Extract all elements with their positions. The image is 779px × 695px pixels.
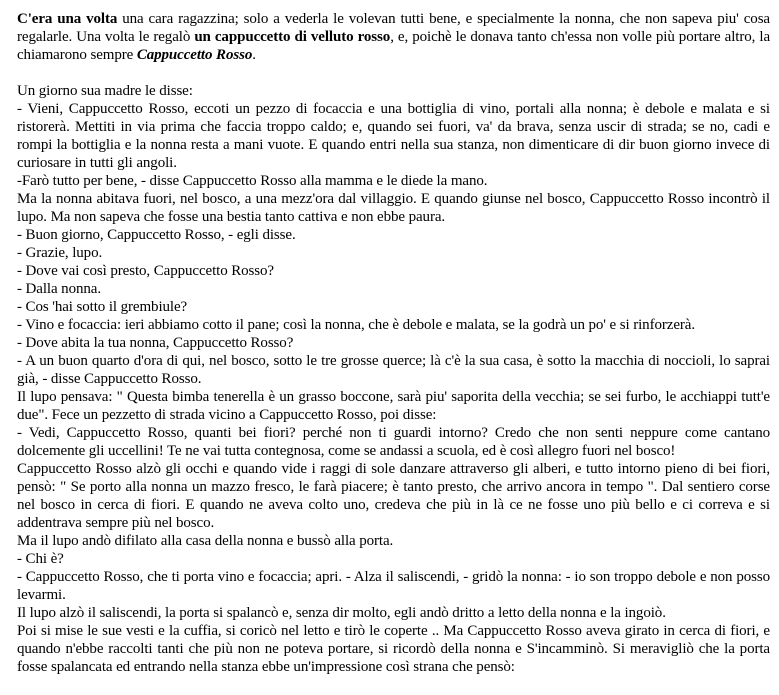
intro-gift: un cappuccetto di velluto rosso	[194, 29, 391, 45]
paragraph: - Grazie, lupo.	[17, 245, 103, 261]
paragraph: - Vedi, Cappuccetto Rosso, quanti bei fiori? perché non ti guardi intorno? Credo che non senti neppure come cantano dolcemente gli uccellini! Te ne vai tutta contegnosa, come se andassi a scuola, ed è così allegro fuori nel bosco!	[17, 425, 770, 459]
paragraph: Ma il lupo andò difilato alla casa della nonna e bussò alla porta.	[17, 533, 394, 549]
paragraph: - Chi è?	[17, 551, 64, 567]
paragraph: Il lupo alzò il saliscendi, la porta si spalancò e, senza dir molto, egli andò dritto a letto della nonna e la ingoiò.	[17, 605, 666, 621]
paragraph: - Dove vai così presto, Cappuccetto Rosso?	[17, 263, 274, 279]
paragraph: -Farò tutto per bene, - disse Cappuccetto Rosso alla mamma e le diede la mano.	[17, 173, 488, 189]
paragraph: - A un buon quarto d'ora di qui, nel bosco, sotto le tre grosse querce; là c'è la sua casa, è sotto la macchia di noccioli, lo saprai già, - disse Cappuccetto Rosso.	[17, 353, 770, 387]
paragraph: - Vieni, Cappuccetto Rosso, eccoti un pezzo di focaccia e una bottiglia di vino, portali alla nonna; è debole e malata e si ristorerà. Mettiti in via prima che faccia troppo caldo; e, quando sei fuori, va' da brava, senza uscir di strada; se no, cadi e rompi la bottiglia e la nonna resta a mani vuote. E quando entri nella sua stanza, non dimenticare di dir buon giorno invece di curiosare in tutti gli angoli.	[17, 101, 770, 171]
intro-text-2: , e, poichè le donava tanto ch'essa non volle più portare altro, la chiamarono sempre	[17, 29, 770, 63]
intro-text-3: .	[252, 47, 256, 63]
intro-lead: C'era una volta	[17, 11, 118, 27]
paragraph: Il lupo pensava: " Questa bimba tenerella è un grasso boccone, sarà piu' saporita della vecchia; se sei furbo, le acchiappi tutt'e due". Fece un pezzetto di strada vicino a Cappuccetto Rosso, poi disse:	[17, 389, 770, 423]
intro-paragraph	[17, 10, 770, 64]
paragraph: Ma la nonna abitava fuori, nel bosco, a una mezz'ora dal villaggio. E quando giunse nel bosco, Cappuccetto Rosso incontrò il lupo. Ma non sapeva che fosse una bestia tanto cattiva e non ebbe paura.	[17, 191, 770, 225]
intro-text-1: una cara ragazzina; solo a vederla le volevan tutti bene, e specialmente la nonna, che non sapeva piu' cosa regalarle. Una volta le regalò	[17, 11, 770, 45]
intro-name: Cappuccetto Rosso	[136, 47, 253, 63]
paragraph: - Cos 'hai sotto il grembiule?	[17, 299, 188, 315]
story-document	[17, 0, 770, 676]
paragraph: - Cappuccetto Rosso, che ti porta vino e focaccia; apri. - Alza il saliscendi, - gridò la nonna: - io son troppo debole e non posso levarmi.	[17, 569, 770, 603]
paragraph: Cappuccetto Rosso alzò gli occhi e quando vide i raggi di sole danzare attraverso gli alberi, e tutto intorno pieno di bei fiori, pensò: " Se porto alla nonna un mazzo fresco, le farà piacere; è tanto presto, che arrivo ancora in tempo ". Dal sentiero corse nel bosco in cerca di fiori. E quando ne aveva colto uno, credeva che più in là ce ne fosse uno più bello e ci correva e si addentrava sempre più nel bosco.	[17, 461, 770, 531]
paragraph: Poi si mise le sue vesti e la cuffia, si coricò nel letto e tirò le coperte .. Ma Cappuccetto Rosso aveva girato in cerca di fiori, e quando n'ebbe raccolti tanti che più non ne poteva portare, si ricordò della nonna e S'incamminò. Si meravigliò che la porta fosse spalancata ed entrando nella stanza ebbe un'impressione così strana che pensò:	[17, 623, 770, 675]
paragraph: Un giorno sua madre le disse:	[17, 83, 193, 99]
paragraph: - Buon giorno, Cappuccetto Rosso, - egli disse.	[17, 227, 296, 243]
paragraph: - Dalla nonna.	[17, 281, 101, 297]
paragraph: - Vino e focaccia: ieri abbiamo cotto il pane; così la nonna, che è debole e malata, se la godrà un po' e si rinforzerà.	[17, 317, 695, 333]
paragraph: - Dove abita la tua nonna, Cappuccetto Rosso?	[17, 335, 294, 351]
